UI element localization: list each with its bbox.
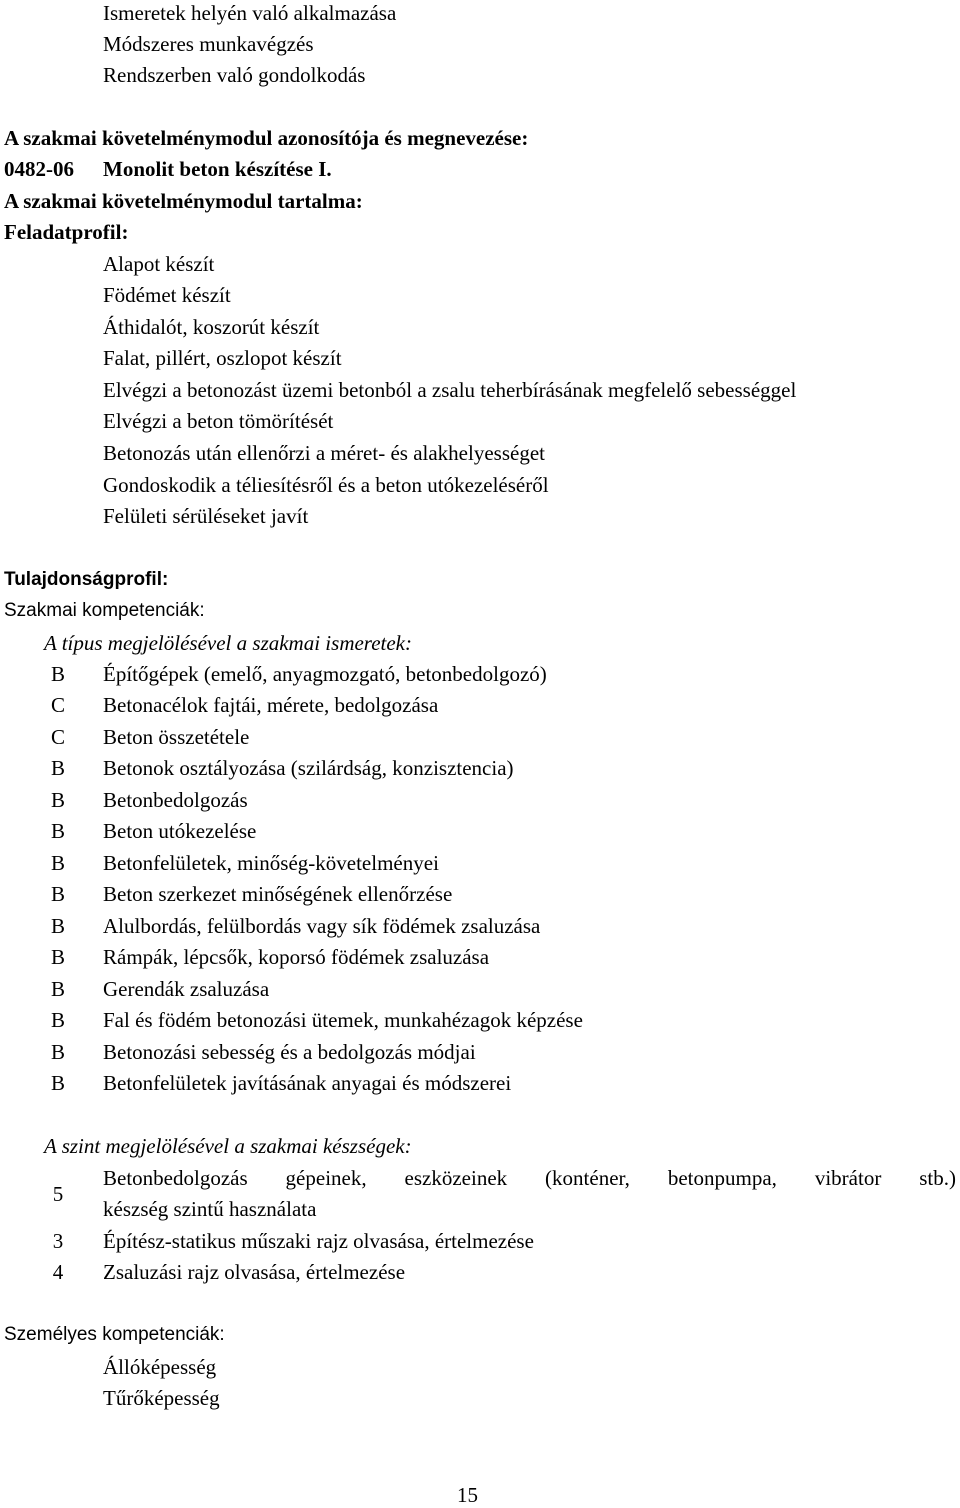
- skill-text-line2: készség szintű használata: [103, 1197, 317, 1221]
- knowledge-row: [0, 881, 960, 907]
- knowledge-row: [0, 1039, 960, 1065]
- knowledge-row: [0, 1070, 960, 1096]
- knowledge-level: B: [50, 851, 65, 875]
- module-code: 0482-06: [4, 157, 74, 181]
- knowledge-text: Fal és födém betonozási ütemek, munkahézagok képzése: [103, 1008, 583, 1032]
- task-item: Födémet készít: [103, 283, 231, 307]
- knowledge-row: [0, 787, 960, 813]
- knowledge-row: [0, 724, 960, 750]
- knowledge-level: B: [50, 1071, 65, 1095]
- knowledge-row: [0, 1007, 960, 1033]
- task-profile-heading: Feladatprofil:: [4, 220, 129, 244]
- knowledge-row: [0, 818, 960, 844]
- knowledge-level: B: [50, 662, 65, 686]
- task-item: Gondoskodik a téliesítésről és a beton utókezeléséről: [103, 473, 549, 497]
- knowledge-level: B: [50, 1040, 65, 1064]
- property-profile-heading: Tulajdonságprofil:: [4, 569, 169, 590]
- knowledge-level: B: [50, 819, 65, 843]
- task-item: Betonozás után ellenőrzi a méret- és alakhelyességet: [103, 441, 545, 465]
- knowledge-row: [0, 661, 960, 687]
- knowledge-level: C: [50, 725, 65, 749]
- skill-level: 5: [52, 1182, 64, 1206]
- page-number: 15: [457, 1483, 478, 1507]
- skill-text: Építész-statikus műszaki rajz olvasása, értelmezése: [103, 1229, 534, 1253]
- knowledge-text: Beton szerkezet minőségének ellenőrzése: [103, 882, 453, 906]
- knowledge-text: Betonbedolgozás: [103, 788, 248, 812]
- knowledge-text: Betonok osztályozása (szilárdság, konzisztencia): [103, 756, 514, 780]
- knowledge-row: [0, 850, 960, 876]
- skill-text: Zsaluzási rajz olvasása, értelmezése: [103, 1260, 406, 1284]
- knowledge-text: Alulbordás, felülbordás vagy sík födémek zsaluzása: [103, 914, 541, 938]
- knowledge-text: Betonfelületek javításának anyagai és módszerei: [103, 1071, 512, 1095]
- knowledge-level: C: [50, 693, 65, 717]
- module-id-heading: A szakmai követelménymodul azonosítója és megnevezése:: [4, 126, 529, 150]
- knowledge-row: [0, 944, 960, 970]
- personal-competence-item: Állóképesség: [103, 1355, 217, 1379]
- knowledge-text: Beton összetétele: [103, 725, 250, 749]
- knowledge-heading: A típus megjelölésével a szakmai ismeretek:: [44, 631, 412, 655]
- knowledge-text: Gerendák zsaluzása: [103, 977, 270, 1001]
- knowledge-row: [0, 976, 960, 1002]
- professional-competences-label: Szakmai kompetenciák:: [4, 600, 205, 621]
- task-item: Falat, pillért, oszlopot készít: [103, 346, 342, 370]
- competence-item: Ismeretek helyén való alkalmazása: [103, 1, 397, 25]
- task-item: Elvégzi a beton tömörítését: [103, 409, 334, 433]
- knowledge-text: Rámpák, lépcsők, koporsó födémek zsaluzása: [103, 945, 490, 969]
- knowledge-level: B: [50, 756, 65, 780]
- knowledge-level: B: [50, 1008, 65, 1032]
- personal-competences-label: Személyes kompetenciák:: [4, 1324, 225, 1345]
- knowledge-row: [0, 755, 960, 781]
- knowledge-level: B: [50, 788, 65, 812]
- knowledge-text: Betonfelületek, minőség-követelményei: [103, 851, 439, 875]
- skill-row: [0, 1228, 960, 1254]
- knowledge-row: [0, 692, 960, 718]
- task-item: Alapot készít: [103, 252, 215, 276]
- knowledge-level: B: [50, 977, 65, 1001]
- knowledge-text: Építőgépek (emelő, anyagmozgató, betonbedolgozó): [103, 662, 547, 686]
- knowledge-text: Beton utókezelése: [103, 819, 257, 843]
- knowledge-level: B: [50, 914, 65, 938]
- skill-text-line1: Betonbedolgozás gépeinek, eszközeinek (konténer, betonpumpa, vibrátor stb.): [103, 1166, 956, 1190]
- module-name: Monolit beton készítése I.: [103, 157, 332, 181]
- knowledge-text: Betonozási sebesség és a bedolgozás módjai: [103, 1040, 476, 1064]
- competence-item: Módszeres munkavégzés: [103, 32, 314, 56]
- knowledge-text: Betonacélok fajtái, mérete, bedolgozása: [103, 693, 439, 717]
- knowledge-level: B: [50, 882, 65, 906]
- skill-level: 4: [52, 1260, 64, 1284]
- skill-row: [0, 1259, 960, 1285]
- module-content-heading: A szakmai követelménymodul tartalma:: [4, 189, 363, 213]
- task-item: Felületi sérüléseket javít: [103, 504, 309, 528]
- knowledge-level: B: [50, 945, 65, 969]
- skills-heading: A szint megjelölésével a szakmai készségek:: [44, 1134, 412, 1158]
- task-item: Áthidalót, koszorút készít: [103, 315, 320, 339]
- skill-row: [0, 1165, 960, 1223]
- skill-level: 3: [52, 1229, 64, 1253]
- task-item: Elvégzi a betonozást üzemi betonból a zsalu teherbírásának megfelelő sebességgel: [103, 378, 797, 402]
- knowledge-row: [0, 913, 960, 939]
- personal-competence-item: Tűrőképesség: [103, 1386, 220, 1410]
- competence-item: Rendszerben való gondolkodás: [103, 63, 366, 87]
